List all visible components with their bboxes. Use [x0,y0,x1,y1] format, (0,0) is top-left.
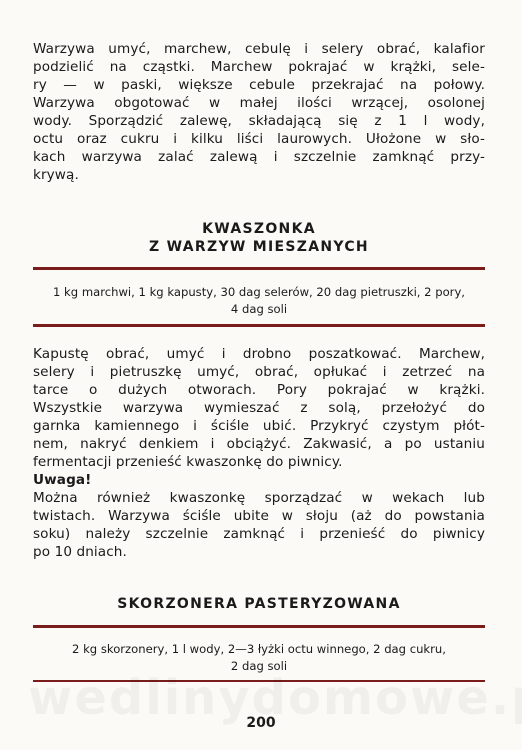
recipe-title-kwaszonka [33,220,485,256]
divider-rule [33,324,485,327]
text-line: kach warzywa zalać zalewą i szczelnie zamknąć przy- [33,149,485,165]
method-kwaszonka [33,345,485,561]
text-line: ry — w paski, większe cebule przekrajać na połowy. [33,77,485,93]
text-line: twistach. Warzywa ściśle ubite w słoju (aż do powstania [33,508,485,524]
recipe-title-line: KWASZONKA [202,221,316,237]
text-line: po 10 dniach. [33,544,127,560]
text-line: Można również kwaszonkę sporządzać w wekach lub [33,490,485,506]
ingredients-line: 2 dag soli [230,659,288,673]
text-line: garnka kamiennego i ściśle ubić. Przykryć czystym płót- [33,418,485,434]
intro-paragraph [33,40,485,184]
text-line: soku) należy szczelnie zamknąć i przenieść do piwnicy [33,526,485,542]
text-line: Warzywa umyć, marchew, cebulę i selery obrać, kalafior [33,41,485,57]
text-line: Warzywa obgotować w małej ilości wrzącej, osolonej [33,95,485,111]
text-line: podzielić na cząstki. Marchew pokrajać w krążki, sele- [33,59,485,75]
text-line: selery i pietruszkę umyć, obrać, opłukać i zetrzeć na [33,364,485,380]
note-label: Uwaga! [33,472,92,488]
text-line: krywą. [33,167,79,183]
text-line: fermentacji przenieść kwaszonkę do piwnicy. [33,454,343,470]
text-line: Wszystkie warzywa wymieszać z solą, przełożyć do [33,400,485,416]
divider-rule [33,625,485,628]
ingredients-kwaszonka [33,284,485,318]
recipe-title-skorzonera: SKORZONERA PASTERYZOWANA [117,596,401,612]
divider-rule [33,267,485,270]
page-number: 200 [246,715,276,731]
text-line: Kapustę obrać, umyć i drobno poszatkować. Marchew, [33,346,485,362]
ingredients-line: 4 dag soli [230,302,288,316]
recipe-title-line: Z WARZYW MIESZANYCH [149,239,369,255]
text-line: octu oraz cukru i kilku liści laurowych. Ułożone w sło- [33,131,485,147]
text-line: wody. Sporządzić zalewę, składającą się z 1 l wody, [33,113,485,129]
ingredients-line: 1 kg marchwi, 1 kg kapusty, 30 dag selerów, 20 dag pietruszki, 2 pory, [53,285,465,299]
ingredients-line: 2 kg skorzonery, 1 l wody, 2—3 łyżki octu winnego, 2 dag cukru, [72,642,446,656]
text-line: tarce o dużych otworach. Pory pokrajać w krążki. [33,382,485,398]
text-line: nem, nakryć denkiem i obciążyć. Zakwasić, a po ustaniu [33,436,485,452]
